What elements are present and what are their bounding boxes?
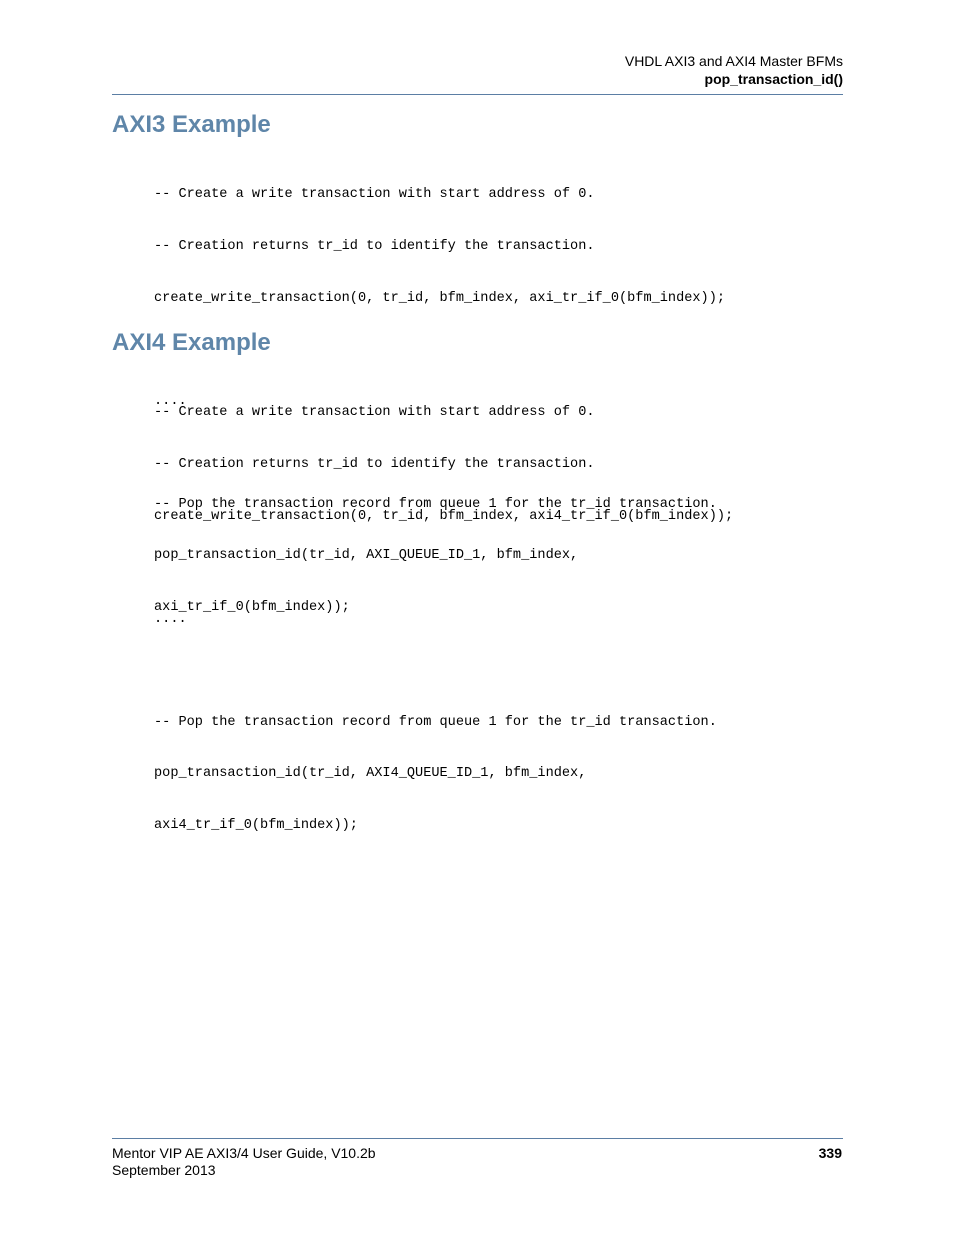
page-header (112, 52, 843, 88)
code-line: pop_transaction_id(tr_id, AXI_QUEUE_ID_1, bfm_index, (154, 548, 579, 564)
code-line: create_write_transaction(0, tr_id, bfm_index, axi_tr_if_0(bfm_index)); (154, 290, 726, 306)
axi4-code-block (154, 370, 733, 851)
code-line: pop_transaction_id(tr_id, AXI4_QUEUE_ID_1, bfm_index, (154, 766, 587, 782)
header-chapter-title: VHDL AXI3 and AXI4 Master BFMs (624, 53, 843, 69)
footer-rule (112, 1138, 843, 1139)
code-line: -- Create a write transaction with start address of 0. (154, 405, 595, 421)
footer-date: September 2013 (112, 1162, 216, 1178)
code-blank-line (154, 662, 733, 679)
code-blank-line (154, 559, 733, 576)
code-line: create_write_transaction(0, tr_id, bfm_index, axi4_tr_if_0(bfm_index)); (154, 508, 734, 524)
code-line: -- Pop the transaction record from queue 1 for the tr_id transaction. (154, 496, 717, 512)
header-section-title: pop_transaction_id() (704, 71, 843, 87)
page-number: 339 (818, 1145, 842, 1161)
axi4-example-heading: AXI4 Example (112, 329, 271, 356)
code-line: -- Creation returns tr_id to identify the transaction. (154, 457, 595, 472)
code-line: .... (154, 611, 187, 627)
code-line: -- Create a write transaction with start address of 0. (154, 187, 595, 203)
axi3-example-heading: AXI3 Example (112, 111, 271, 138)
code-line: -- Pop the transaction record from queue 1 for the tr_id transaction. (154, 714, 717, 730)
footer-doc-title: Mentor VIP AE AXI3/4 User Guide, V10.2b (112, 1145, 376, 1161)
code-line: -- Creation returns tr_id to identify the transaction. (154, 239, 595, 254)
header-rule (112, 94, 843, 95)
code-line: .... (154, 393, 187, 409)
code-line: axi4_tr_if_0(bfm_index)); (154, 817, 358, 833)
page-footer (112, 1145, 376, 1179)
code-line: axi_tr_if_0(bfm_index)); (154, 599, 350, 615)
